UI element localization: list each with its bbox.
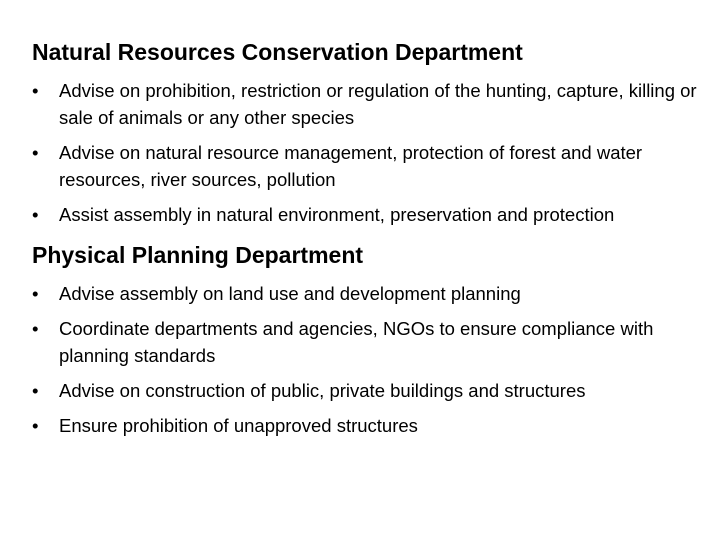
section-physical-planning [32,239,704,439]
bullet-item [32,201,704,228]
bullet-icon: • [32,80,39,101]
slide-content [32,36,704,447]
bullet-icon: • [32,318,39,339]
section-title: Natural Resources Conservation Department [32,39,523,65]
bullet-item [32,412,704,439]
bullet-item [32,77,704,131]
bullet-icon: • [32,380,39,401]
bullet-item [32,315,704,369]
bullet-text: Advise on natural resource management, protection of forest and water resources, river sources, pollution [59,142,643,190]
bullet-text: Advise assembly on land use and development planning [59,283,521,304]
bullet-list [32,77,704,228]
bullet-icon: • [32,142,39,163]
bullet-item [32,139,704,193]
bullet-icon: • [32,283,39,304]
bullet-icon: • [32,415,39,436]
section-natural-resources [32,36,704,228]
section-title: Physical Planning Department [32,242,364,268]
bullet-text: Ensure prohibition of unapproved structures [59,415,418,436]
bullet-item [32,377,704,404]
bullet-text: Advise on prohibition, restriction or regulation of the hunting, capture, killing or sale of animals or any other species [59,80,697,128]
bullet-text: Advise on construction of public, private buildings and structures [59,380,586,401]
bullet-text: Assist assembly in natural environment, preservation and protection [59,204,615,225]
bullet-list [32,280,704,439]
bullet-text: Coordinate departments and agencies, NGOs to ensure compliance with planning standards [59,318,654,366]
bullet-icon: • [32,204,39,225]
bullet-item [32,280,704,307]
